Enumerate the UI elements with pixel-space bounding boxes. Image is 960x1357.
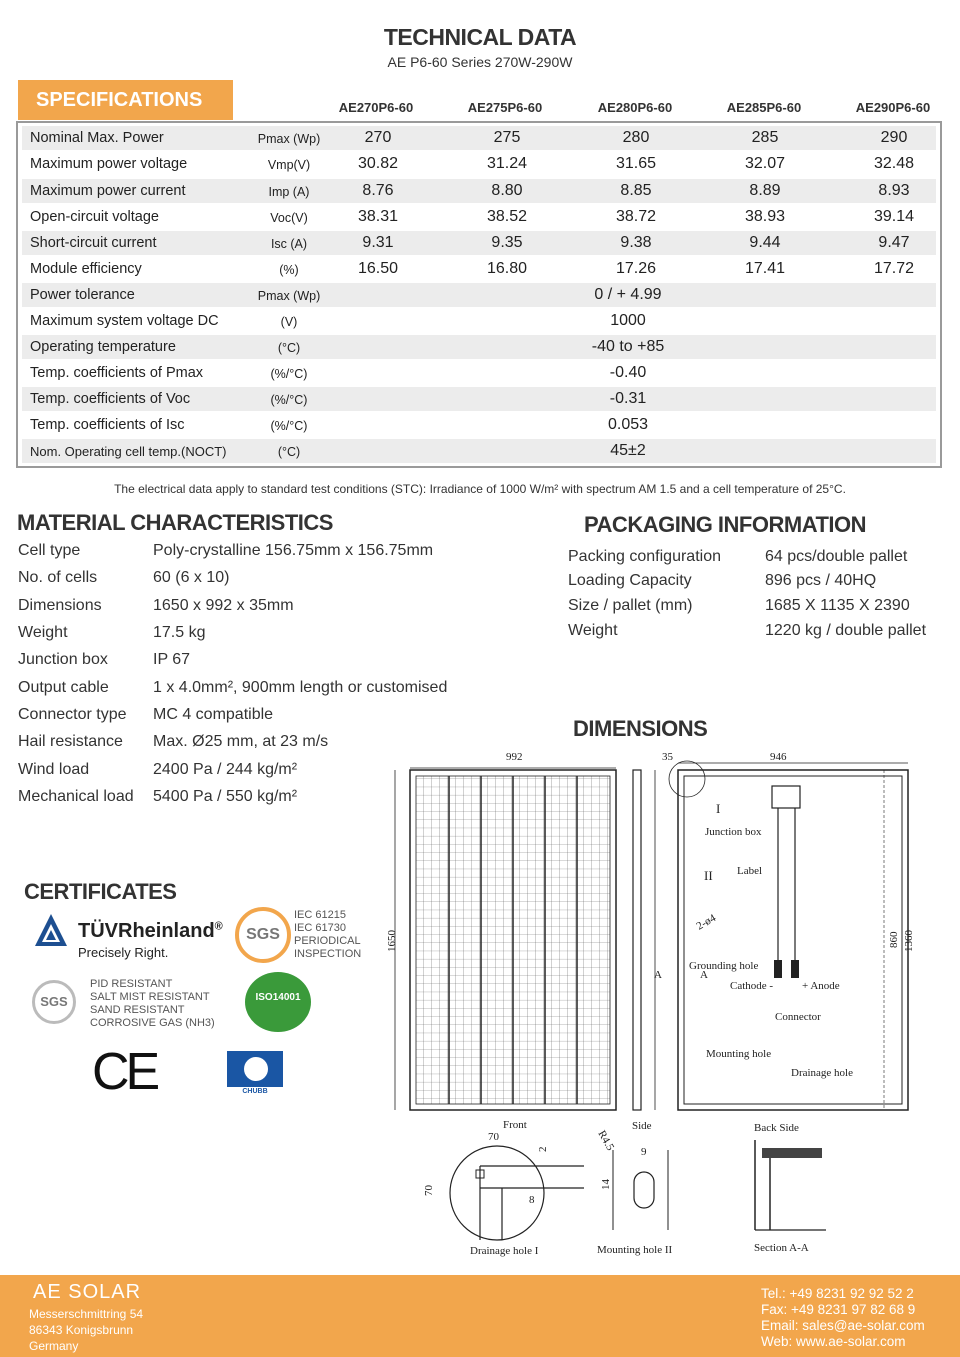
sgs2-line: SALT MIST RESISTANT [90,991,210,1003]
row-value: 8.89 [749,182,781,199]
row-label: Power tolerance [30,287,135,303]
table-row [22,439,936,463]
section-a-left: A [654,969,662,981]
sgs-line: PERIODICAL [294,935,361,947]
dim-70-left: 70 [423,1185,435,1196]
material-label: Wind load [18,761,90,778]
mounting-hole-label: Mounting hole [706,1048,772,1060]
footer-address [29,1306,143,1354]
material-label: Mechanical load [18,788,134,805]
iso14001-logo-icon: ISO14001 [245,972,311,1032]
dim-8: 8 [529,1194,535,1206]
certificates-heading: CERTIFICATES [24,879,177,904]
row-value: 8.80 [491,182,523,199]
footer-brand: AE SOLAR [33,1281,142,1303]
row-value: 45±2 [610,442,646,459]
contact-email[interactable]: Email: sales@ae-solar.com [761,1318,925,1333]
packaging-label: Packing configuration [568,548,721,565]
material-label: Connector type [18,706,127,723]
sgs2-line: CORROSIVE GAS (NH3) [90,1017,215,1029]
row-value: 39.14 [873,208,915,225]
material-heading: MATERIAL CHARACTERISTICS [17,510,333,535]
row-value: -0.31 [609,390,647,407]
dim-depth-35: 35 [662,751,673,763]
row-value: 32.48 [873,155,915,172]
table-row [22,387,936,411]
table-row [22,205,936,229]
address-line: Messerschmittring 54 [29,1307,144,1321]
material-label: No. of cells [18,569,98,586]
material-value: Max. Ø25 mm, at 23 m/s [153,733,329,750]
front-caption: Front [503,1119,527,1131]
drainage-hole-detail-caption: Drainage hole I [470,1245,539,1257]
page-title: TECHNICAL DATA [383,24,577,50]
row-value: 280 [622,129,650,146]
sgs-logo-icon: SGS [235,907,291,963]
row-label: Temp. coefficients of Isc [30,417,185,433]
sgs-resistance-text [90,978,215,1030]
row-value: 290 [880,129,908,146]
packaging-label: Loading Capacity [568,572,692,589]
row-unit: Imp (A) [268,185,310,199]
row-unit: (%/°C) [270,367,308,381]
dim-height-1360: 1360 [903,930,915,952]
ce-mark-icon: CE [92,1043,157,1101]
row-value: 30.82 [357,155,399,172]
material-value: 60 (6 x 10) [153,569,230,586]
dim-9: 9 [641,1146,647,1158]
side-caption: Side [632,1120,652,1132]
sgs-line: IEC 61215 [294,909,346,921]
row-label: Temp. coefficients of Voc [30,391,191,407]
model-header: AE275P6-60 [467,100,543,115]
row-value: 17.26 [615,260,657,277]
contact-fax: Fax: +49 8231 97 82 68 9 [761,1302,916,1317]
row-value: 31.65 [615,155,657,172]
model-header: AE285P6-60 [726,100,802,115]
phi4-callout: 2-ø4 [694,912,718,933]
row-label: Nom. Operating cell temp.(NOCT) [30,444,227,459]
table-row [22,231,936,255]
row-unit: Isc (A) [270,237,308,251]
address-line: Germany [29,1339,79,1353]
row-value: 270 [364,129,392,146]
row-unit: Vmp(V) [267,158,311,172]
row-label: Module efficiency [30,261,142,277]
tuv-name-text: TÜVRheinland [78,920,215,942]
anode-label: + Anode [802,980,840,992]
table-row [22,361,936,385]
packaging-label: Size / pallet (mm) [568,597,693,614]
row-value: 8.93 [878,182,910,199]
row-unit: (%/°C) [270,393,308,407]
dim-width-992: 992 [506,751,523,763]
row-value: 9.31 [362,234,394,251]
cathode-label: Cathode - [730,980,774,992]
packaging-heading: PACKAGING INFORMATION [584,512,866,537]
sgs-line: INSPECTION [294,948,362,960]
row-value: 8.76 [362,182,394,199]
material-value: MC 4 compatible [153,706,274,723]
material-label: Hail resistance [18,733,123,750]
row-value: -0.40 [609,364,647,381]
row-value: 38.93 [744,208,786,225]
dim-2: 2 [537,1146,549,1152]
tuv-name [78,920,223,943]
row-label: Open-circuit voltage [30,209,159,225]
row-value: 17.72 [873,260,915,277]
chubb-logo-shape [244,1057,268,1081]
table-row [22,152,936,176]
material-label: Output cable [18,679,109,696]
section-a-right: A [700,969,708,981]
row-value: 38.31 [357,208,399,225]
row-unit: (°C) [277,341,301,355]
row-value: 275 [493,129,521,146]
row-unit: (V) [280,315,298,329]
material-value: 1650 x 992 x 35mm [153,597,294,614]
material-label: Junction box [18,651,108,668]
row-unit: (%) [279,263,299,277]
packaging-value: 64 pcs/double pallet [765,548,908,565]
row-value: 32.07 [744,155,786,172]
roman-two: II [704,868,713,883]
row-value: 9.38 [620,234,652,251]
contact-web[interactable]: Web: www.ae-solar.com [761,1334,906,1349]
contact-tel: Tel.: +49 8231 92 92 52 2 [761,1286,914,1301]
tuv-slogan: Precisely Right. [78,945,169,960]
row-unit: Pmax (Wp) [257,132,321,146]
material-label: Weight [18,624,68,641]
row-value: 38.72 [615,208,657,225]
label-callout: Label [737,865,763,877]
grounding-hole-label: Grounding hole [689,960,759,972]
sgs2-line: PID RESISTANT [90,978,173,990]
material-value: 5400 Pa / 550 kg/m² [153,788,298,805]
table-row [22,309,936,333]
row-value: 17.41 [744,260,786,277]
row-value: 9.47 [878,234,910,251]
model-header: AE270P6-60 [338,100,414,115]
row-value: -40 to +85 [591,338,665,355]
row-label: Maximum system voltage DC [30,313,219,329]
tuv-reg-mark: ® [214,920,223,933]
row-unit: (°C) [277,445,301,459]
table-row [22,126,936,150]
dimensions-heading: DIMENSIONS [573,716,708,741]
dim-width-946: 946 [770,751,787,763]
table-row [22,257,936,281]
table-row [22,413,936,437]
dimensions-drawing [380,740,920,1265]
packaging-value: 1685 X 1135 X 2390 [765,597,910,614]
dim-height-860: 860 [888,931,900,948]
material-label: Dimensions [18,597,102,614]
dim-14: 14 [600,1179,612,1190]
row-value: 31.24 [486,155,528,172]
page-subtitle: AE P6-60 Series 270W-290W [387,54,573,70]
packaging-label: Weight [568,622,618,639]
row-label: Nominal Max. Power [30,130,164,146]
material-value: 1 x 4.0mm², 900mm length or customised [153,679,448,696]
sgs-inspection-text [294,909,361,961]
connector-label: Connector [775,1011,821,1023]
drainage-hole-label: Drainage hole [791,1067,853,1079]
row-value: 1000 [610,312,646,329]
row-unit: (%/°C) [270,419,308,433]
sgs-resistance-logo-icon: SGS [32,980,76,1024]
row-unit: Voc(V) [270,211,308,225]
sgs2-line: SAND RESISTANT [90,1004,185,1016]
packaging-value: 896 pcs / 40HQ [765,572,877,589]
table-row [22,179,936,203]
row-value: 9.35 [491,234,523,251]
dim-height-1650: 1650 [386,930,398,952]
row-unit: Pmax (Wp) [257,289,321,303]
stc-note: The electrical data apply to standard test conditions (STC): Irradiance of 1000 W/m² with spectrum AM 1.5 and a cell temperature of 25°C. [114,482,846,496]
row-value: 0.053 [607,416,649,433]
row-value: 16.80 [486,260,528,277]
material-value: IP 67 [153,651,191,668]
specifications-table [16,121,942,468]
material-value: 17.5 kg [153,624,206,641]
row-value: 0 / + 4.99 [594,286,662,303]
table-row [22,283,936,307]
row-value: 8.85 [620,182,652,199]
material-label: Cell type [18,542,81,559]
mounting-hole-detail-caption: Mounting hole II [597,1244,673,1256]
roman-one: I [716,801,721,816]
material-value: 2400 Pa / 244 kg/m² [153,761,298,778]
row-label: Maximum power current [30,183,186,199]
address-line: 86343 Konigsbrunn [29,1323,134,1337]
specifications-badge: SPECIFICATIONS [18,80,233,120]
footer-contacts [761,1286,925,1350]
row-label: Operating temperature [30,339,176,355]
chubb-label: CHUBB [242,1088,268,1095]
dim-70-top: 70 [488,1131,499,1143]
sgs-line: IEC 61730 [294,922,346,934]
row-value: 9.44 [749,234,781,251]
section-aa-caption: Section A-A [754,1242,809,1254]
packaging-value: 1220 kg / double pallet [765,622,927,639]
junction-box-label: Junction box [705,826,762,838]
footer [0,1275,960,1357]
tuv-logo-icon [33,912,69,948]
row-label: Temp. coefficients of Pmax [30,365,204,381]
model-header: AE280P6-60 [597,100,673,115]
row-label: Maximum power voltage [30,156,188,172]
row-value: 16.50 [357,260,399,277]
row-label: Short-circuit current [30,235,157,251]
back-side-caption: Back Side [754,1122,799,1134]
model-header: AE290P6-60 [855,100,931,115]
table-row [22,335,936,359]
material-value: Poly-crystalline 156.75mm x 156.75mm [153,542,434,559]
row-value: 38.52 [486,208,528,225]
row-value: 285 [751,129,779,146]
dim-r45: R4.5 [595,1128,617,1153]
